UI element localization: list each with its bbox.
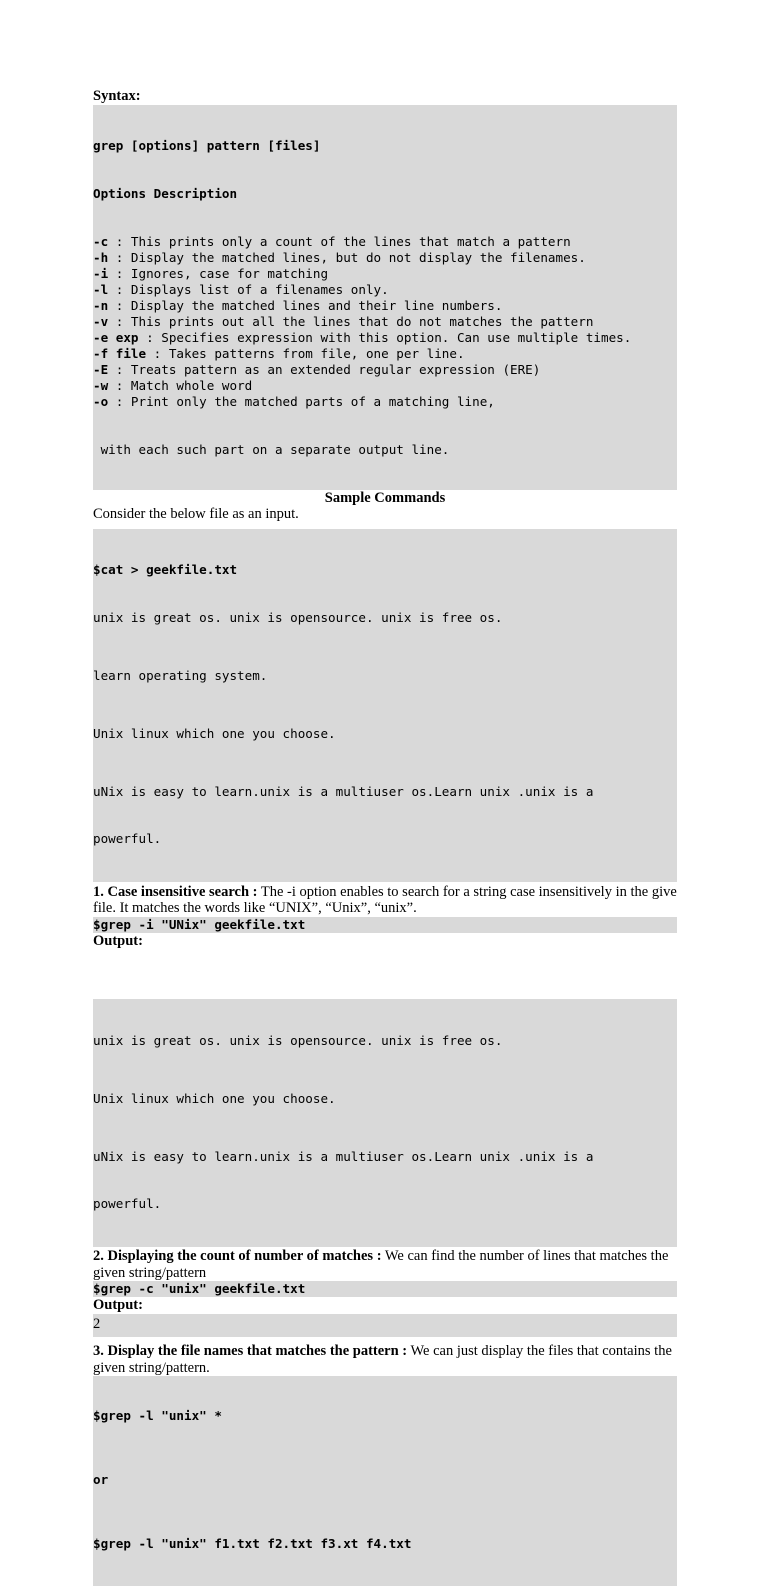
- option-flag: -i: [93, 265, 109, 281]
- option-description: : This prints out all the lines that do not matches the pattern: [108, 313, 594, 329]
- section1-paragraph: [93, 884, 677, 917]
- section1-command: $grep -i "UNix" geekfile.txt: [93, 917, 677, 933]
- cat-code-block: [93, 529, 677, 882]
- option-description: : Displays list of a filenames only.: [108, 281, 389, 297]
- document-page: [93, 88, 677, 1586]
- output-line: Unix linux which one you choose.: [93, 1091, 336, 1106]
- option-flag: -o: [93, 393, 109, 409]
- section1-title: 1. Case insensitive search :: [93, 883, 258, 900]
- section3-paragraph: [93, 1343, 677, 1376]
- option-row: [93, 282, 677, 298]
- option-description: : Match whole word: [108, 377, 253, 393]
- section3-command1: $grep -l "unix" *: [93, 1408, 222, 1423]
- option-flag: -f file: [93, 345, 147, 361]
- option-row: [93, 234, 677, 250]
- options-header: Options Description: [93, 185, 238, 201]
- option-flag: -e exp: [93, 329, 139, 345]
- option-description: : Takes patterns from file, one per line.: [146, 345, 465, 361]
- file-line: Unix linux which one you choose.: [93, 725, 336, 741]
- option-flag: -w: [93, 377, 109, 393]
- syntax-code-block: [93, 105, 677, 490]
- option-description: : Display the matched lines and their line numbers.: [108, 297, 503, 313]
- cat-command: $cat > geekfile.txt: [93, 561, 238, 577]
- option-flag: -h: [93, 249, 109, 265]
- section3-command2: $grep -l "unix" f1.txt f2.txt f3.xt f4.txt: [93, 1536, 412, 1551]
- option-row: [93, 378, 677, 394]
- section2-output-value: 2: [93, 1314, 677, 1338]
- options-continuation: with each such part on a separate output line.: [93, 441, 450, 457]
- option-row: [93, 346, 677, 362]
- section2-title: 2. Displaying the count of number of matches :: [93, 1248, 382, 1264]
- file-line: uNix is easy to learn.unix is a multiuser os.Learn unix .unix is a: [93, 783, 594, 799]
- section3-title: 3. Display the file names that matches the pattern :: [93, 1343, 408, 1359]
- option-description: : Specifies expression with this option. Can use multiple times.: [138, 329, 632, 345]
- file-line: unix is great os. unix is opensource. unix is free os.: [93, 609, 503, 625]
- file-line: learn operating system.: [93, 667, 268, 683]
- option-description: : Print only the matched parts of a matching line,: [108, 393, 495, 409]
- option-flag: -l: [93, 281, 109, 297]
- section1-output-label: Output:: [93, 932, 143, 949]
- option-description: : Treats pattern as an extended regular expression (ERE): [108, 361, 541, 377]
- sample-commands-heading: Sample Commands: [324, 489, 446, 506]
- output-line: uNix is easy to learn.unix is a multiuser os.Learn unix .unix is a: [93, 1149, 594, 1164]
- section2-paragraph: [93, 1248, 677, 1281]
- section3-code-block: [93, 1376, 677, 1586]
- option-flag: -E: [93, 361, 109, 377]
- section3-text: We can just display the files that contains the given string/pattern.: [93, 1343, 672, 1376]
- option-row: [93, 394, 677, 410]
- option-row: [93, 314, 677, 330]
- section1-text: The -i option enables to search for a string case insensitively in the give file. It matches the words like “UNIX”, “Unix”, “unix”.: [93, 883, 677, 916]
- section2-text: We can find the number of lines that matches the given string/pattern: [93, 1248, 669, 1281]
- option-flag: -c: [93, 233, 109, 249]
- syntax-heading: Syntax:: [93, 88, 141, 104]
- output-line: powerful.: [93, 1196, 162, 1211]
- section2-output-label: Output:: [93, 1297, 143, 1313]
- option-row: [93, 298, 677, 314]
- syntax-command: grep [options] pattern [files]: [93, 137, 321, 153]
- option-flag: -v: [93, 313, 109, 329]
- option-row: [93, 250, 677, 266]
- option-row: [93, 330, 677, 346]
- options-list: [93, 234, 677, 410]
- sample-intro: Consider the below file as an input.: [93, 506, 299, 522]
- section3-or: or: [93, 1472, 109, 1487]
- section2-command: $grep -c "unix" geekfile.txt: [93, 1281, 677, 1297]
- option-description: : Display the matched lines, but do not display the filenames.: [108, 249, 586, 265]
- output-line: unix is great os. unix is opensource. unix is free os.: [93, 1033, 503, 1048]
- option-flag: -n: [93, 297, 109, 313]
- option-description: : This prints only a count of the lines that match a pattern: [108, 233, 571, 249]
- option-description: : Ignores, case for matching: [108, 265, 329, 281]
- file-line: powerful.: [93, 830, 162, 846]
- option-row: [93, 362, 677, 378]
- option-row: [93, 266, 677, 282]
- section1-output-block: [93, 999, 677, 1247]
